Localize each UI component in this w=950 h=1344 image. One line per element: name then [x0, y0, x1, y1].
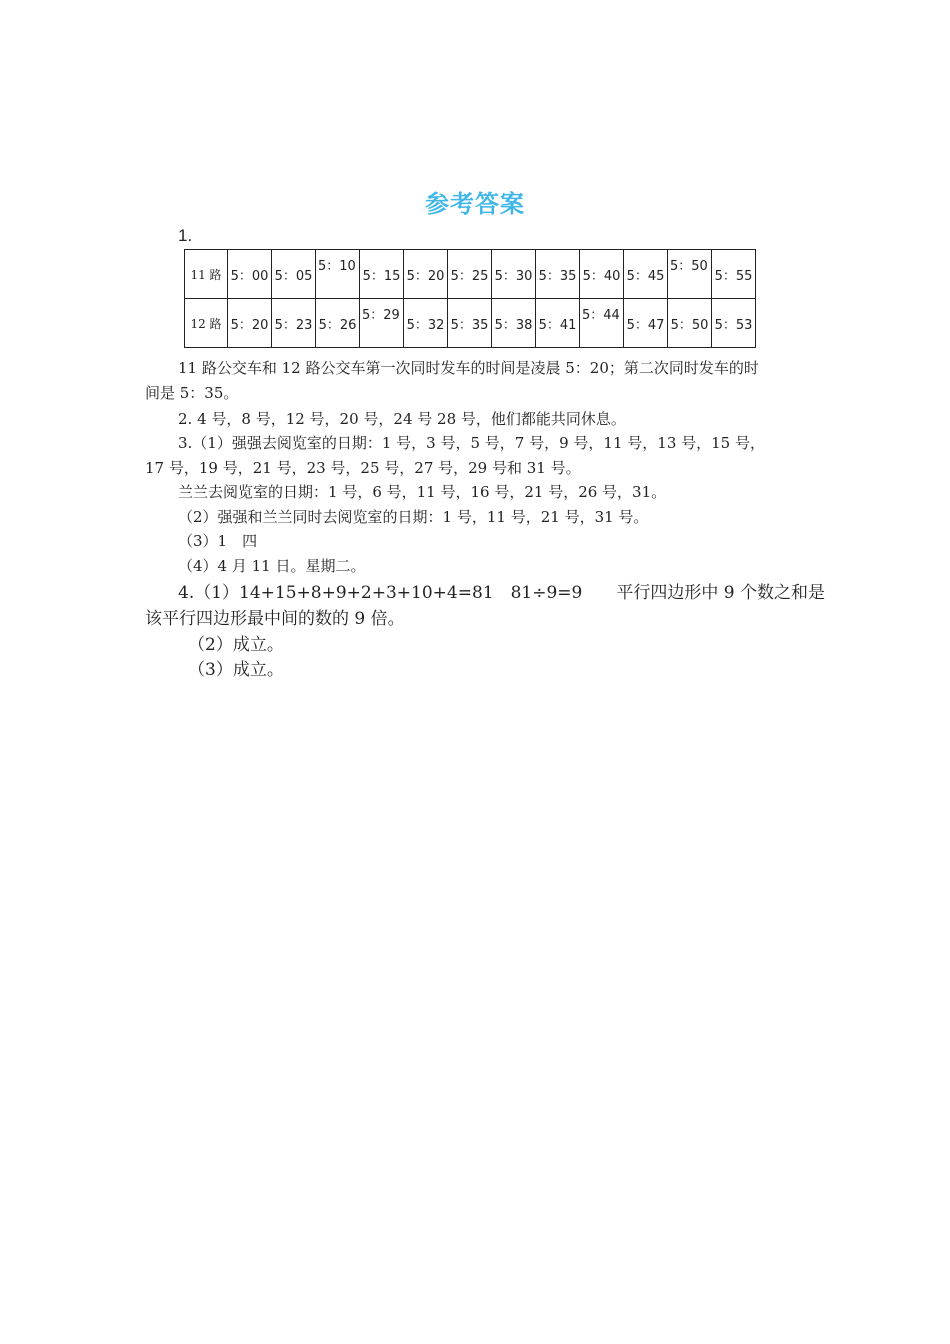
q1-answer-line-1: 11 路公交车和 12 路公交车第一次同时发车的时间是凌晨 5：20；第二次同时发车的时 — [178, 359, 759, 377]
time-cell: 5：53 — [712, 299, 756, 348]
q2-answer: 2. 4 号，8 号，12 号，20 号，24 号 28 号，他们都能共同休息。 — [178, 410, 626, 428]
q4-line-3: （2）成立。 — [188, 635, 284, 655]
time-cell: 5：10 — [316, 250, 360, 299]
q4-line-4: （3）成立。 — [188, 660, 284, 680]
q1-answer-line-2: 间是 5：35。 — [145, 384, 239, 402]
q3-line-1: 3.（1）强强去阅览室的日期：1 号，3 号，5 号，7 号，9 号，11 号，13 号，15 号， — [178, 434, 765, 452]
time-cell: 5：15 — [360, 250, 404, 299]
question-1-label: 1. — [178, 226, 193, 245]
time-cell: 5：20 — [404, 250, 448, 299]
time-cell: 5：35 — [448, 299, 492, 348]
q3-line-6: （4）4 月 11 日。星期二。 — [178, 557, 366, 575]
time-cell: 5：05 — [272, 250, 316, 299]
route-label: 11 路 — [185, 250, 228, 299]
time-cell: 5：44 — [580, 299, 624, 348]
time-cell: 5：30 — [492, 250, 536, 299]
time-cell: 5：50 — [668, 299, 712, 348]
q3-line-2: 17 号，19 号，21 号，23 号，25 号，27 号，29 号和 31 号。 — [145, 459, 581, 477]
q4-line-2: 该平行四边形最中间的数的 9 倍。 — [145, 609, 405, 629]
q3-line-3: 兰兰去阅览室的日期：1 号，6 号，11 号，16 号，21 号，26 号，31。 — [178, 483, 667, 501]
time-cell: 5：35 — [536, 250, 580, 299]
time-cell: 5：38 — [492, 299, 536, 348]
time-cell: 5：45 — [624, 250, 668, 299]
time-cell: 5：50 — [668, 250, 712, 299]
table-row — [185, 250, 756, 299]
time-cell: 5：23 — [272, 299, 316, 348]
time-cell: 5：40 — [580, 250, 624, 299]
time-cell: 5：32 — [404, 299, 448, 348]
route-label: 12 路 — [185, 299, 228, 348]
time-cell: 5：47 — [624, 299, 668, 348]
q4-line-1: 4.（1）14+15+8+9+2+3+10+4=81 81÷9=9 平行四边形中 9 个数之和是 — [178, 583, 825, 603]
table-row — [185, 299, 756, 348]
time-cell: 5：55 — [712, 250, 756, 299]
q3-line-4: （2）强强和兰兰同时去阅览室的日期：1 号，11 号，21 号，31 号。 — [178, 508, 649, 526]
time-cell: 5：29 — [360, 299, 404, 348]
page-title: 参考答案 — [425, 190, 525, 218]
time-cell: 5：25 — [448, 250, 492, 299]
time-cell: 5：20 — [228, 299, 272, 348]
time-cell: 5：00 — [228, 250, 272, 299]
time-cell: 5：26 — [316, 299, 360, 348]
bus-schedule-table — [184, 249, 756, 348]
time-cell: 5：41 — [536, 299, 580, 348]
q3-line-5: （3）1 四 — [178, 532, 258, 550]
